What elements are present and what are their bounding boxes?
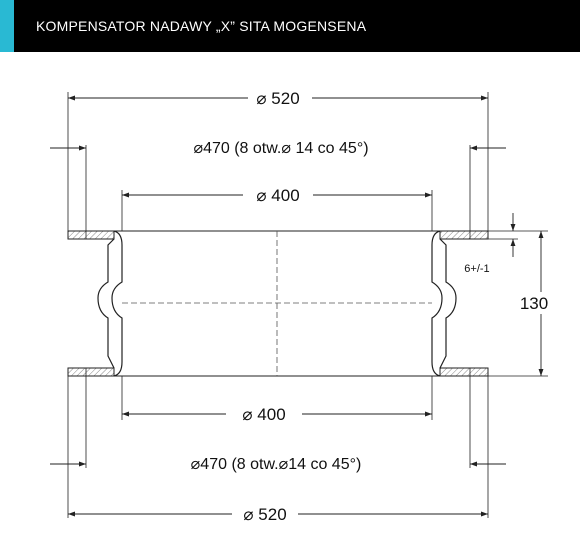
left-wall-outer-profile — [98, 239, 114, 368]
dim-bottom-bolt-circle: ⌀470 (8 otw.⌀14 co 45°) — [190, 456, 362, 473]
dimension-lines — [50, 98, 541, 514]
right-wall-outer-profile — [440, 239, 456, 368]
dim-top-bolt-circle: ⌀470 (8 otw.⌀ 14 co 45°) — [193, 140, 369, 157]
flange-top-right — [440, 231, 488, 239]
flange-bottom-left — [68, 368, 114, 376]
page-title: KOMPENSATOR NADAWY „X” SITA MOGENSENA — [36, 18, 367, 34]
dim-top-inner-diameter: ⌀ 400 — [256, 186, 300, 205]
dim-bottom-inner-diameter: ⌀ 400 — [242, 405, 286, 424]
dim-top-outer-diameter: ⌀ 520 — [256, 89, 300, 108]
dim-height: 130 — [519, 294, 549, 313]
left-wall-inner-profile — [112, 231, 122, 376]
dim-wall-thickness: 6+/-1 — [464, 263, 490, 275]
flange-bottom-right — [440, 368, 488, 376]
dim-bottom-outer-diameter: ⌀ 520 — [243, 505, 287, 524]
flange-top-left — [68, 231, 114, 239]
right-wall-inner-profile — [432, 231, 442, 376]
